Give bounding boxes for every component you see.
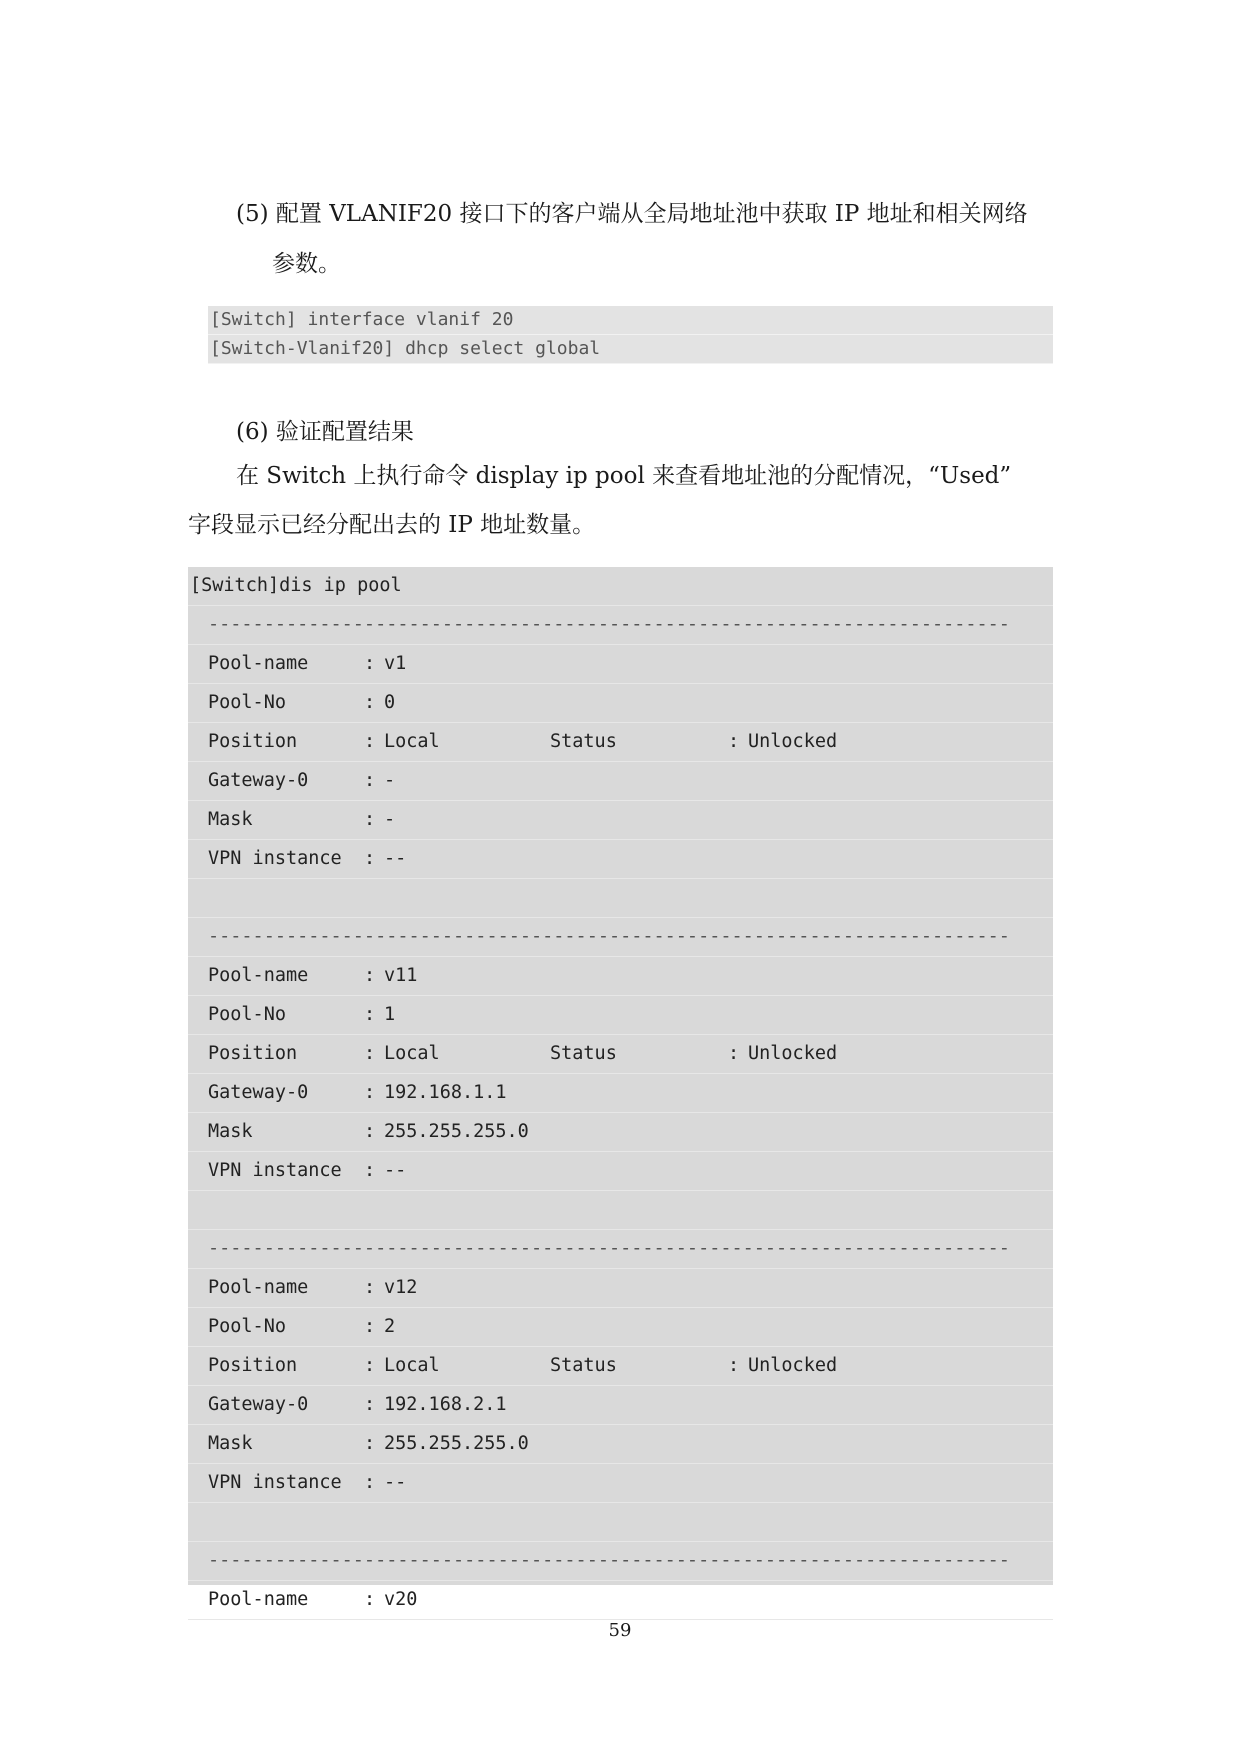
mask-row: Mask : - (188, 801, 1053, 840)
blank-line (188, 1191, 1053, 1230)
position-row: Position : Local Status : Unlocked (188, 1347, 1053, 1386)
vpn-row: VPN instance : -- (188, 1152, 1053, 1191)
separator-line: ------------------------------------------------------------------------ (188, 1230, 1053, 1269)
step6-title: (6) 验证配置结果 (236, 419, 414, 445)
gateway-row: Gateway-0 : 192.168.1.1 (188, 1074, 1053, 1113)
gateway-row: Gateway-0 : 192.168.2.1 (188, 1386, 1053, 1425)
mask-row: Mask : 255.255.255.0 (188, 1425, 1053, 1464)
separator-line: ------------------------------------------------------------------------ (188, 918, 1053, 957)
code-line: [Switch] interface vlanif 20 (208, 306, 1053, 335)
pool-name-row: Pool-name : v1 (188, 645, 1053, 684)
pool-name-row: Pool-name : v12 (188, 1269, 1053, 1308)
step6-line2: 字段显示已经分配出去的 IP 地址数量。 (188, 512, 596, 538)
gateway-row: Gateway-0 : - (188, 762, 1053, 801)
separator-line: ------------------------------------------------------------------------ (188, 606, 1053, 645)
position-row: Position : Local Status : Unlocked (188, 1035, 1053, 1074)
vpn-row: VPN instance : -- (188, 840, 1053, 879)
mask-row: Mask : 255.255.255.0 (188, 1113, 1053, 1152)
pool-name-row: Pool-name : v20 (188, 1581, 1053, 1620)
step5-line1: (5) 配置 VLANIF20 接口下的客户端从全局地址池中获取 IP 地址和相关网络 (236, 201, 1028, 227)
code-line: [Switch-Vlanif20] dhcp select global (208, 335, 1053, 364)
pool-name-row: Pool-name : v11 (188, 957, 1053, 996)
blank-line (188, 1503, 1053, 1542)
step5-line2: 参数。 (272, 251, 341, 277)
page-number: 59 (608, 1620, 632, 1641)
vpn-row: VPN instance : -- (188, 1464, 1053, 1503)
separator-line: ------------------------------------------------------------------------ (188, 1542, 1053, 1581)
position-row: Position : Local Status : Unlocked (188, 723, 1053, 762)
code-block-config (208, 306, 1053, 363)
code-block-output (188, 567, 1053, 1610)
pool-no-row: Pool-No : 2 (188, 1308, 1053, 1347)
step6-line1: 在 Switch 上执行命令 display ip pool 来查看地址池的分配情况，“Used” (236, 463, 1012, 489)
command-line: [Switch]dis ip pool (188, 567, 1053, 606)
blank-line (188, 879, 1053, 918)
pool-no-row: Pool-No : 0 (188, 684, 1053, 723)
pool-no-row: Pool-No : 1 (188, 996, 1053, 1035)
